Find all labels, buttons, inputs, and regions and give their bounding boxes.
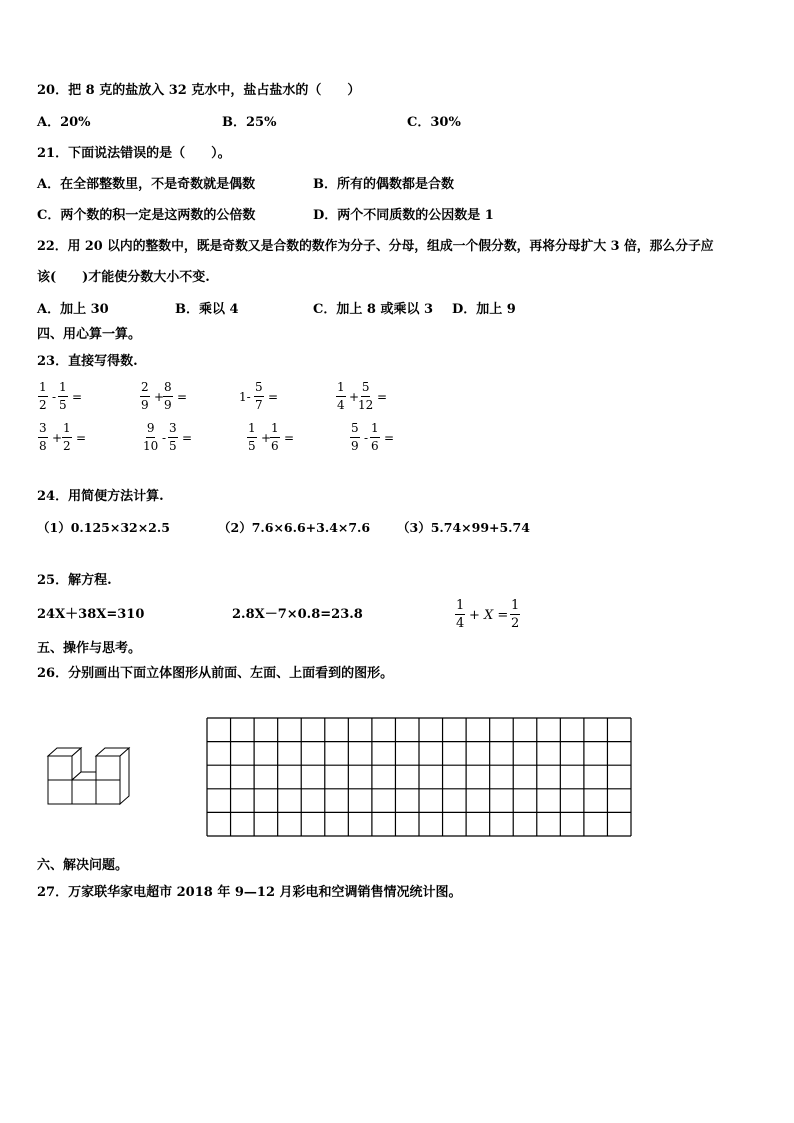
q20-option-a: A．20% (37, 115, 91, 130)
q26-stem: 26．分别画出下面立体图形从前面、左面、上面看到的图形。 (37, 666, 394, 681)
fraction: $\frac{5}{9}$ (351, 421, 359, 453)
fraction: $\frac{3}{5}$ (169, 421, 177, 453)
q22-option-c: C．加上 8 或乘以 3 (313, 302, 434, 317)
q23-stem: 23．直接写得数. (37, 354, 138, 369)
cube-face (72, 780, 96, 804)
fraction: $\frac{1}{2}$ (511, 598, 520, 631)
q22-stem-line1: 22．用 20 以内的整数中，既是奇数又是合数的数作为分子、分母，组成一个假分数，再将分母扩大 3 倍，那么分子应 (37, 239, 714, 254)
q24-stem: 24．用简便方法计算. (37, 489, 164, 504)
cube-figure (40, 735, 140, 810)
fraction: $\frac{2}{9}$ (141, 380, 149, 412)
cube-side (120, 748, 129, 804)
section-5-heading: 五、操作与思考。 (37, 641, 142, 656)
fraction: $\frac{8}{9}$ (164, 380, 172, 412)
section-6-heading: 六、解决问题。 (37, 858, 129, 873)
cube-face (96, 780, 120, 804)
q21-option-c: C．两个数的积一定是这两数的公倍数 (37, 208, 256, 223)
fraction: $\frac{1}{6}$ (371, 421, 379, 453)
q20-stem: 20．把 8 克的盐放入 32 克水中，盐占盐水的（ ） (37, 83, 361, 98)
q24-item-1: （1）0.125×32×2.5 (37, 520, 170, 535)
cube-face (48, 756, 72, 780)
q21-stem: 21．下面说法错误的是（ ）。 (37, 146, 231, 161)
fraction: $\frac{1}{5}$ (248, 421, 256, 453)
fraction: $\frac{9}{10}$ (143, 421, 159, 453)
q25-stem: 25．解方程. (37, 573, 112, 588)
fraction: $\frac{1}{2}$ (63, 421, 71, 453)
q20-option-b: B．25% (222, 115, 277, 130)
q27-stem: 27．万家联华家电超市 2018 年 9—12 月彩电和空调销售情况统计图。 (37, 885, 462, 900)
fraction: $\frac{1}{4}$ (337, 380, 345, 412)
q21-option-d: D．两个不同质数的公因数是 1 (313, 208, 494, 223)
fraction: $\frac{3}{8}$ (39, 421, 47, 453)
cube-face (96, 756, 120, 780)
q22-option-b: B．乘以 4 (175, 302, 239, 317)
fraction: $\frac{1}{5}$ (59, 380, 67, 412)
fraction: $\frac{5}{7}$ (255, 380, 263, 412)
q22-option-d: D．加上 9 (452, 302, 516, 317)
q24-item-3: （3）5.74×99+5.74 (397, 520, 530, 535)
q25-equation-2: 2.8X－7×0.8=23.8 (232, 607, 363, 622)
q20-option-c: C．30% (407, 115, 461, 130)
q21-option-b: B．所有的偶数都是合数 (313, 177, 454, 192)
q22-stem-line2: 该( )才能使分数大小不变. (37, 270, 210, 285)
fraction: $\frac{1}{4}$ (456, 598, 465, 631)
q24-item-2: （2）7.6×6.6+3.4×7.6 (218, 520, 371, 535)
q25-equation-1: 24X＋38X=310 (37, 607, 145, 622)
drawing-grid[interactable] (205, 716, 635, 841)
cube-face (48, 780, 72, 804)
q21-option-a: A．在全部整数里，不是奇数就是偶数 (37, 177, 256, 192)
fraction: $\frac{5}{12}$ (358, 380, 374, 412)
section-4-heading: 四、用心算一算。 (37, 327, 142, 342)
fraction: $\frac{1}{2}$ (39, 380, 47, 412)
q22-option-a: A．加上 30 (37, 302, 109, 317)
fraction: $\frac{1}{6}$ (271, 421, 279, 453)
